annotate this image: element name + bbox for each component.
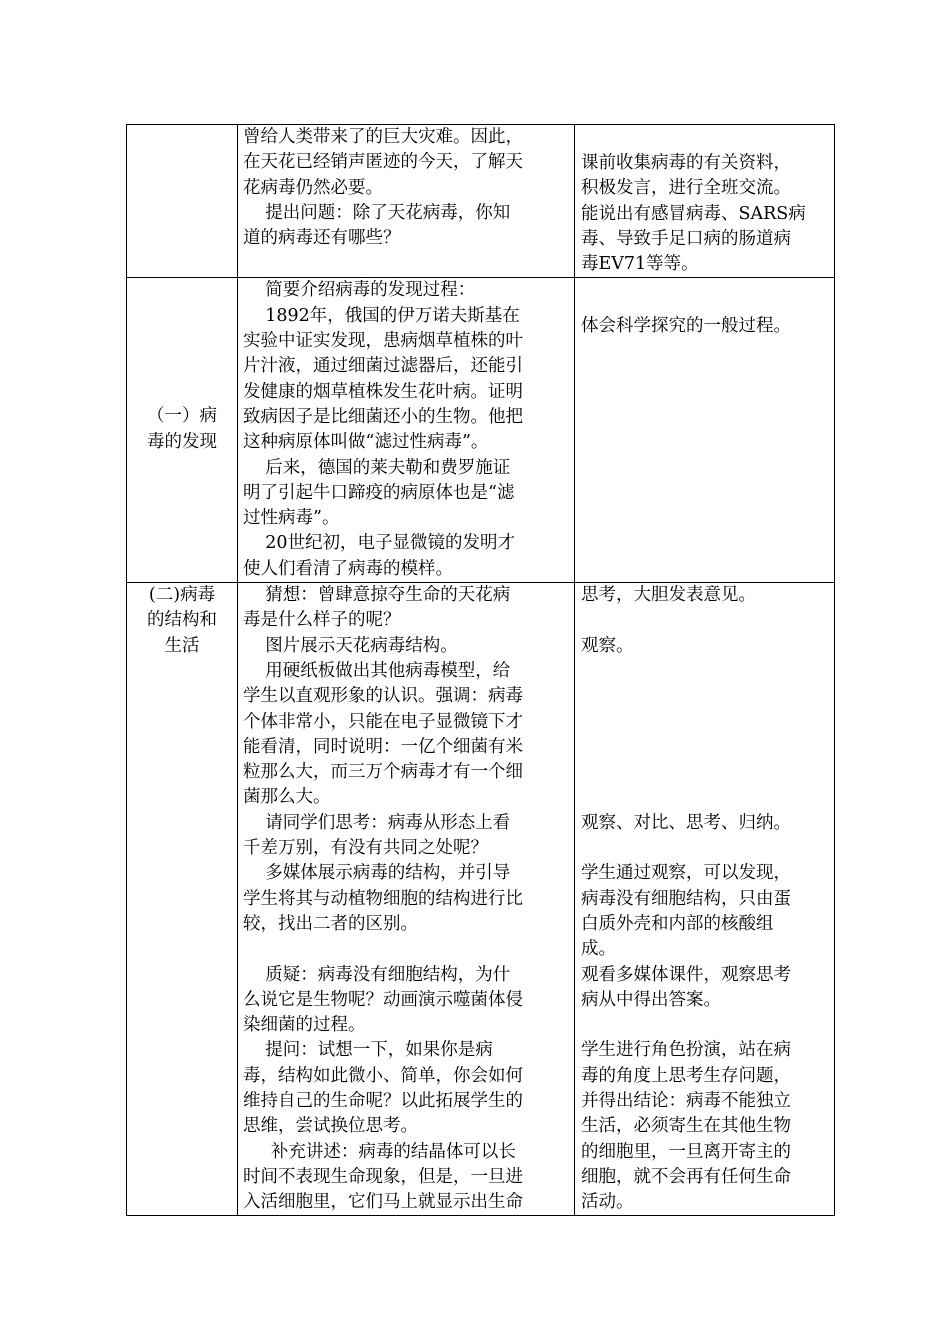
teacher-text-line: 请同学们思考：病毒从形态上看 <box>243 812 511 833</box>
student-activity-cell <box>575 278 835 583</box>
teacher-text-line: 千差万别，有没有共同之处呢？ <box>243 838 488 859</box>
teacher-text-line: 发健康的烟草植株发生花叶病。证明 <box>243 381 523 402</box>
student-text-line <box>581 710 830 735</box>
student-text-line <box>581 785 830 810</box>
student-text-line <box>581 659 830 684</box>
student-text-line <box>581 735 830 760</box>
teacher-text-line: 提出问题：除了天花病毒，你知 <box>243 202 511 223</box>
student-text-line: 病毒没有细胞结构，只由蛋 <box>581 888 791 909</box>
teacher-text-line: 入活细胞里，它们马上就显示出生命 <box>243 1192 523 1213</box>
section-title-line: 的结构和 <box>147 610 217 631</box>
lesson-table <box>126 124 835 1216</box>
student-text-line: 学生进行角色扮演，站在病 <box>581 1040 791 1061</box>
student-text-line: 学生通过观察，可以发现， <box>581 863 791 884</box>
teacher-text-line: 菌那么大。 <box>243 787 331 808</box>
teacher-text-line: 粒那么大，而三万个病毒才有一个细 <box>243 762 523 783</box>
student-text-line: 观察。 <box>581 635 634 656</box>
teacher-text-line: 20世纪初，电子显微镜的发明才 <box>243 533 516 554</box>
student-text-line: 毒EV71等等。 <box>581 254 699 275</box>
teacher-activity-cell <box>238 583 575 1216</box>
student-text-line: 观察、对比、思考、归纳。 <box>581 812 791 833</box>
teacher-text-line: 多媒体展示病毒的结构，并引导 <box>243 863 511 884</box>
teacher-text-line: 猜想：曾肆意掠夺生命的天花病 <box>243 585 511 606</box>
student-text-line <box>581 608 830 633</box>
student-text-line <box>581 1013 830 1038</box>
section-title-line: 生活 <box>164 635 200 656</box>
student-text-line: 思考，大胆发表意见。 <box>581 585 756 606</box>
teacher-text-line: 个体非常小，只能在电子显微镜下才 <box>243 711 523 732</box>
teacher-text-line: 实验中证实发现，患病烟草植株的叶 <box>243 331 523 352</box>
teacher-text-line <box>243 937 570 962</box>
table-row <box>127 125 835 278</box>
lesson-plan-table <box>126 124 815 1216</box>
teacher-text-line: 提问：试想一下，如果你是病 <box>243 1040 493 1061</box>
student-text-line: 毒、导致手足口病的肠道病 <box>581 228 791 249</box>
teacher-text-line: 补充讲述：病毒的结晶体可以长 <box>243 1141 516 1162</box>
section-title-line: （一）病 <box>147 406 217 427</box>
teacher-text-line: 后来，德国的莱夫勒和费罗施证 <box>243 457 511 478</box>
student-text-line <box>581 836 830 861</box>
teacher-text-line: 致病因子是比细菌还小的生物。他把 <box>243 406 523 427</box>
teacher-text-line: 这种病原体叫做“滤过性病毒”。 <box>243 432 489 453</box>
student-text-line <box>581 760 830 785</box>
teacher-text-line: 时间不表现生命现象，但是，一旦进 <box>243 1166 523 1187</box>
teacher-text-line: 么说它是生物呢？动画演示噬菌体侵 <box>243 989 523 1010</box>
student-text-line: 的细胞里，一旦离开寄主的 <box>581 1141 791 1162</box>
section-title-line: 毒的发现 <box>147 431 217 452</box>
table-body <box>127 125 835 1216</box>
student-text-line: 成。 <box>581 939 616 960</box>
table-row <box>127 278 835 583</box>
section-title-line: (二)病毒 <box>148 585 216 606</box>
teacher-text-line: 毒是什么样子的呢？ <box>243 610 401 631</box>
teacher-text-line: 1892年，俄国的伊万诺夫斯基在 <box>243 305 520 326</box>
student-activity-cell <box>575 583 835 1216</box>
section-cell <box>127 278 238 583</box>
teacher-text-line: 在天花已经销声匿迹的今天，了解天 <box>243 152 523 173</box>
student-text-line: 白质外壳和内部的核酸组 <box>581 913 774 934</box>
teacher-activity-cell <box>238 125 575 278</box>
student-text-line: 课前收集病毒的有关资料， <box>581 153 791 173</box>
student-text-line: 并得出结论：病毒不能独立 <box>581 1090 791 1111</box>
student-activity-cell <box>575 125 835 278</box>
student-text-line: 毒的角度上思考生存问题， <box>581 1065 791 1086</box>
student-text-line: 细胞，就不会再有任何生命 <box>581 1166 791 1187</box>
teacher-text-line: 能看清，同时说明：一亿个细菌有米 <box>243 736 523 757</box>
section-cell <box>127 125 238 278</box>
teacher-text-line: 染细菌的过程。 <box>243 1015 366 1036</box>
teacher-text-line: 花病毒仍然必要。 <box>243 177 383 198</box>
teacher-text-line: 较，找出二者的区别。 <box>243 913 418 934</box>
teacher-text-line: 过性病毒”。 <box>243 508 340 529</box>
teacher-text-line: 用硬纸板做出其他病毒模型，给 <box>243 660 511 681</box>
teacher-text-line: 道的病毒还有哪些？ <box>243 228 401 249</box>
student-text-line: 病从中得出答案。 <box>581 989 721 1010</box>
student-text-line <box>581 684 830 709</box>
teacher-text-line: 片汁液，通过细菌过滤器后，还能引 <box>243 356 523 377</box>
table-row <box>127 583 835 1216</box>
section-cell <box>127 583 238 1216</box>
teacher-text-line: 曾给人类带来了的巨大灾难。因此， <box>243 127 523 147</box>
student-text-line: 能说出有感冒病毒、SARS病 <box>581 203 806 224</box>
teacher-text-line: 维持自己的生命呢？以此拓展学生的 <box>243 1090 523 1111</box>
teacher-text-line: 图片展示天花病毒结构。 <box>243 635 458 656</box>
student-text-line: 观看多媒体课件，观察思考 <box>581 964 791 985</box>
teacher-text-line: 质疑：病毒没有细胞结构，为什 <box>243 964 511 985</box>
teacher-text-line: 思维，尝试换位思考。 <box>243 1116 418 1137</box>
teacher-text-line: 使人们看清了病毒的模样。 <box>243 558 453 579</box>
teacher-text-line: 明了引起牛口蹄疫的病原体也是“滤 <box>243 482 515 503</box>
student-text-line: 体会科学探究的一般过程。 <box>581 316 791 337</box>
student-text-line: 积极发言，进行全班交流。 <box>581 178 791 199</box>
teacher-text-line: 毒，结构如此微小、简单，你会如何 <box>243 1065 523 1086</box>
teacher-text-line: 学生将其与动植物细胞的结构进行比 <box>243 888 523 909</box>
teacher-text-line: 学生以直观形象的认识。强调：病毒 <box>243 686 523 707</box>
student-text-line: 活动。 <box>581 1192 634 1213</box>
teacher-activity-cell <box>238 278 575 583</box>
student-text-line: 生活，必须寄生在其他生物 <box>581 1116 791 1137</box>
teacher-text-line: 简要介绍病毒的发现过程： <box>243 280 476 301</box>
